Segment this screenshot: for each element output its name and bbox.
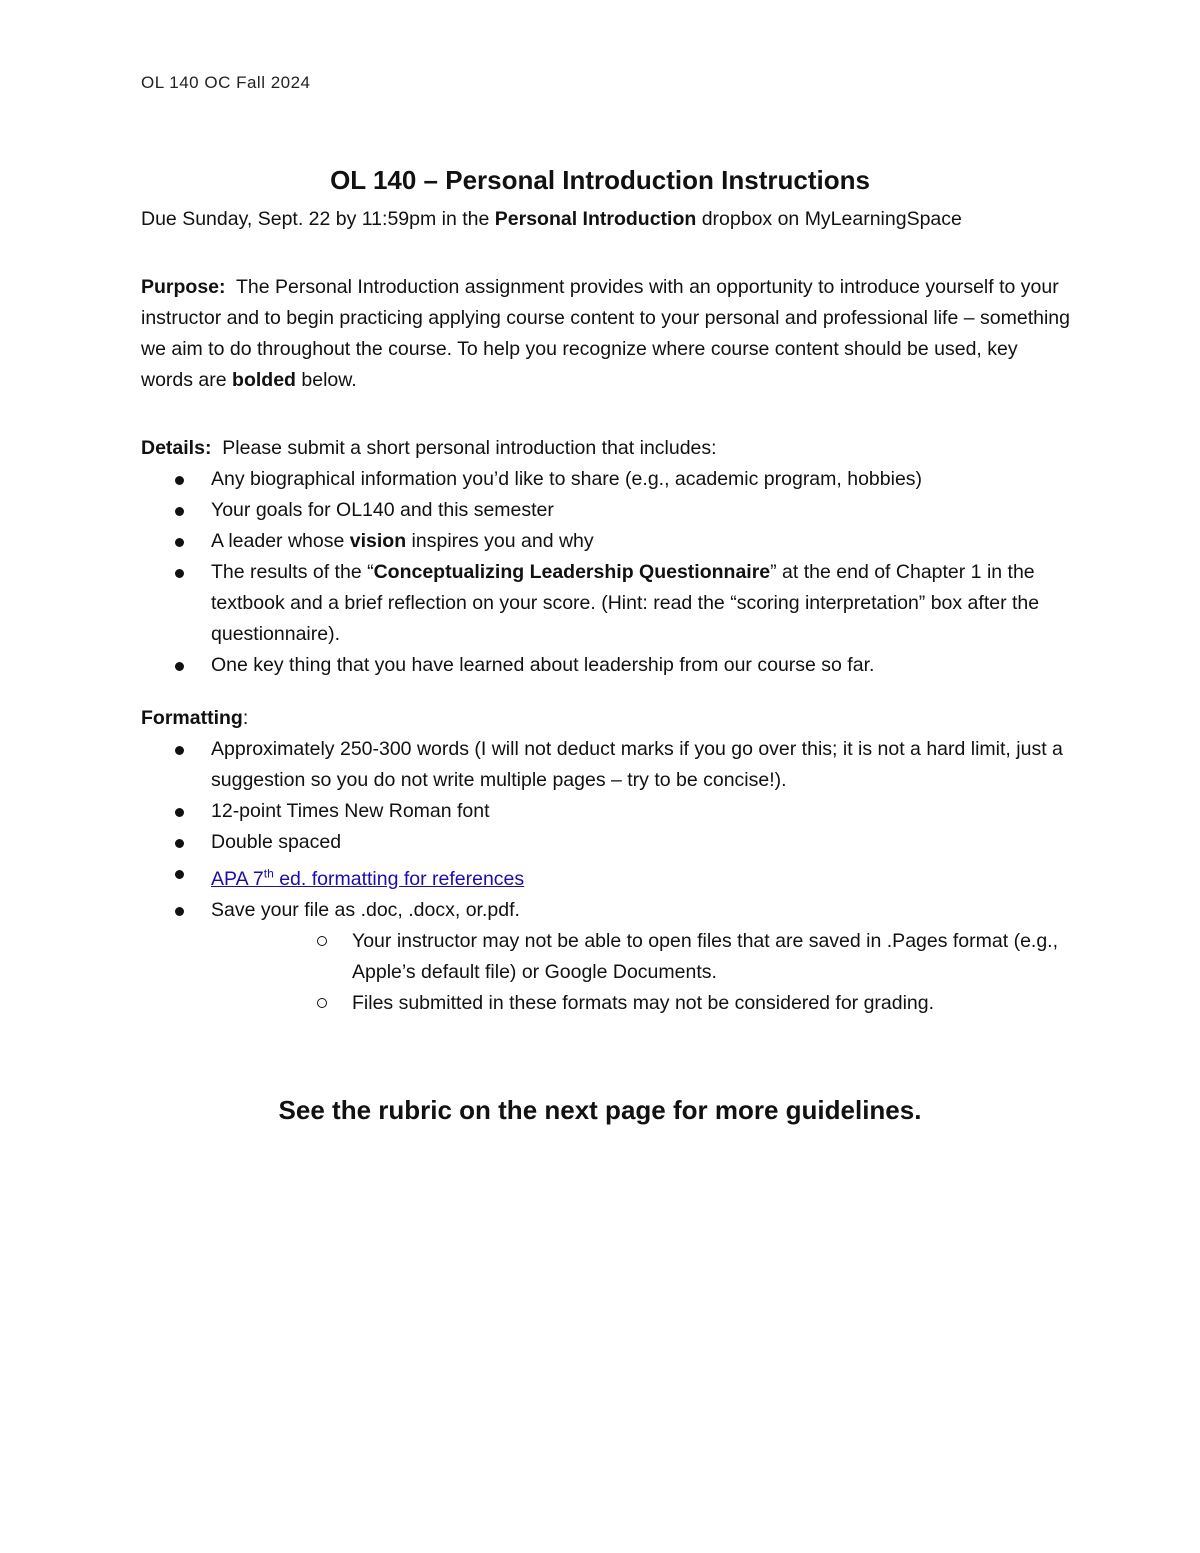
apa-link-text-end: ed. formatting for references [273, 867, 525, 890]
list-item-bold: vision [349, 530, 407, 552]
purpose-text: The Personal Introduction assignment provides with an opportunity to introduce yourself to your instructor and to begin practicing applying course content to your personal and professional life – something we aim to do throughout the course. To help you recognize where course content should be used, key words are [141, 276, 1076, 391]
list-item-text: The results of the “ [211, 561, 374, 583]
hollow-bullet-icon [317, 998, 327, 1008]
sub-list-item [211, 926, 1071, 988]
due-prefix: Due Sunday, Sept. 22 by 11:59pm in the [141, 208, 495, 230]
bullet-icon [175, 839, 184, 848]
list-item [141, 526, 1071, 557]
page-header: OL 140 OC Fall 2024 [141, 73, 311, 92]
bullet-icon [175, 808, 184, 817]
details-list [141, 464, 1071, 681]
list-item-text: 12-point Times New Roman font [211, 800, 490, 822]
details-lead [141, 433, 1071, 464]
list-item-bold: Conceptualizing Leadership Questionnaire [373, 561, 771, 583]
formatting-label: Formatting [141, 707, 243, 729]
purpose-bolded-word: bolded [232, 369, 296, 391]
bullet-icon [175, 507, 184, 516]
details-lead-text: Please submit a short personal introduction that includes: [211, 437, 717, 459]
sub-list-item-text: Your instructor may not be able to open files that are saved in .Pages format (e.g., Apple’s default file) or Google Documents. [352, 929, 1059, 983]
formatting-list [141, 734, 1071, 1019]
bullet-icon [175, 662, 184, 671]
list-item [141, 858, 1071, 895]
formatting-colon: : [242, 707, 249, 729]
sub-list-item [211, 988, 1071, 1019]
sub-list-item-text: Files submitted in these formats may not be considered for grading. [352, 991, 935, 1014]
list-item-text: Double spaced [211, 831, 342, 853]
list-item-text: Approximately 250-300 words (I will not deduct marks if you go over this; it is not a hard limit, just a suggestion so you do not write multiple pages – try to be concise!). [211, 738, 1063, 791]
hollow-bullet-icon [317, 936, 327, 946]
purpose-paragraph [141, 272, 1076, 396]
purpose-text-end: below. [295, 369, 357, 391]
list-item-text: inspires you and why [406, 530, 594, 552]
list-item-text: Any biographical information you’d like to share (e.g., academic program, hobbies) [211, 468, 923, 490]
closing-note: See the rubric on the next page for more guidelines. [278, 1095, 922, 1125]
bullet-icon [175, 476, 184, 485]
formatting-heading [141, 703, 1071, 734]
details-label: Details: [141, 437, 212, 459]
list-item-text: A leader whose [211, 530, 350, 552]
list-item-text: One key thing that you have learned about leadership from our course so far. [211, 654, 875, 676]
list-item [141, 464, 1071, 495]
apa-link-text: APA 7 [211, 867, 264, 890]
purpose-label: Purpose: [141, 276, 226, 298]
list-item [141, 495, 1071, 526]
apa-formatting-link[interactable] [211, 868, 524, 890]
list-item [141, 827, 1071, 858]
bullet-icon [175, 569, 184, 578]
list-item [141, 895, 1071, 1019]
bullet-icon [175, 870, 184, 879]
sub-list [211, 926, 1071, 1019]
list-item [141, 796, 1071, 827]
list-item [141, 734, 1071, 796]
apa-link-superscript: th [263, 866, 274, 880]
bullet-icon [175, 746, 184, 755]
list-item [141, 650, 1071, 681]
bullet-icon [175, 538, 184, 547]
list-item-text: ” at the end of Chapter 1 in the textbook and a brief reflection on your score. (Hint: read the “scoring interpretation” box after the questionnaire). [211, 561, 1040, 645]
document-title: OL 140 – Personal Introduction Instructions [330, 165, 870, 195]
due-suffix: dropbox on MyLearningSpace [696, 208, 962, 230]
due-dropbox-name: Personal Introduction [494, 208, 697, 230]
list-item [141, 557, 1071, 650]
list-item-text: Your goals for OL140 and this semester [211, 499, 554, 521]
bullet-icon [175, 907, 184, 916]
due-line [141, 208, 962, 231]
list-item-text: Save your file as .doc, .docx, or.pdf. [211, 898, 520, 921]
